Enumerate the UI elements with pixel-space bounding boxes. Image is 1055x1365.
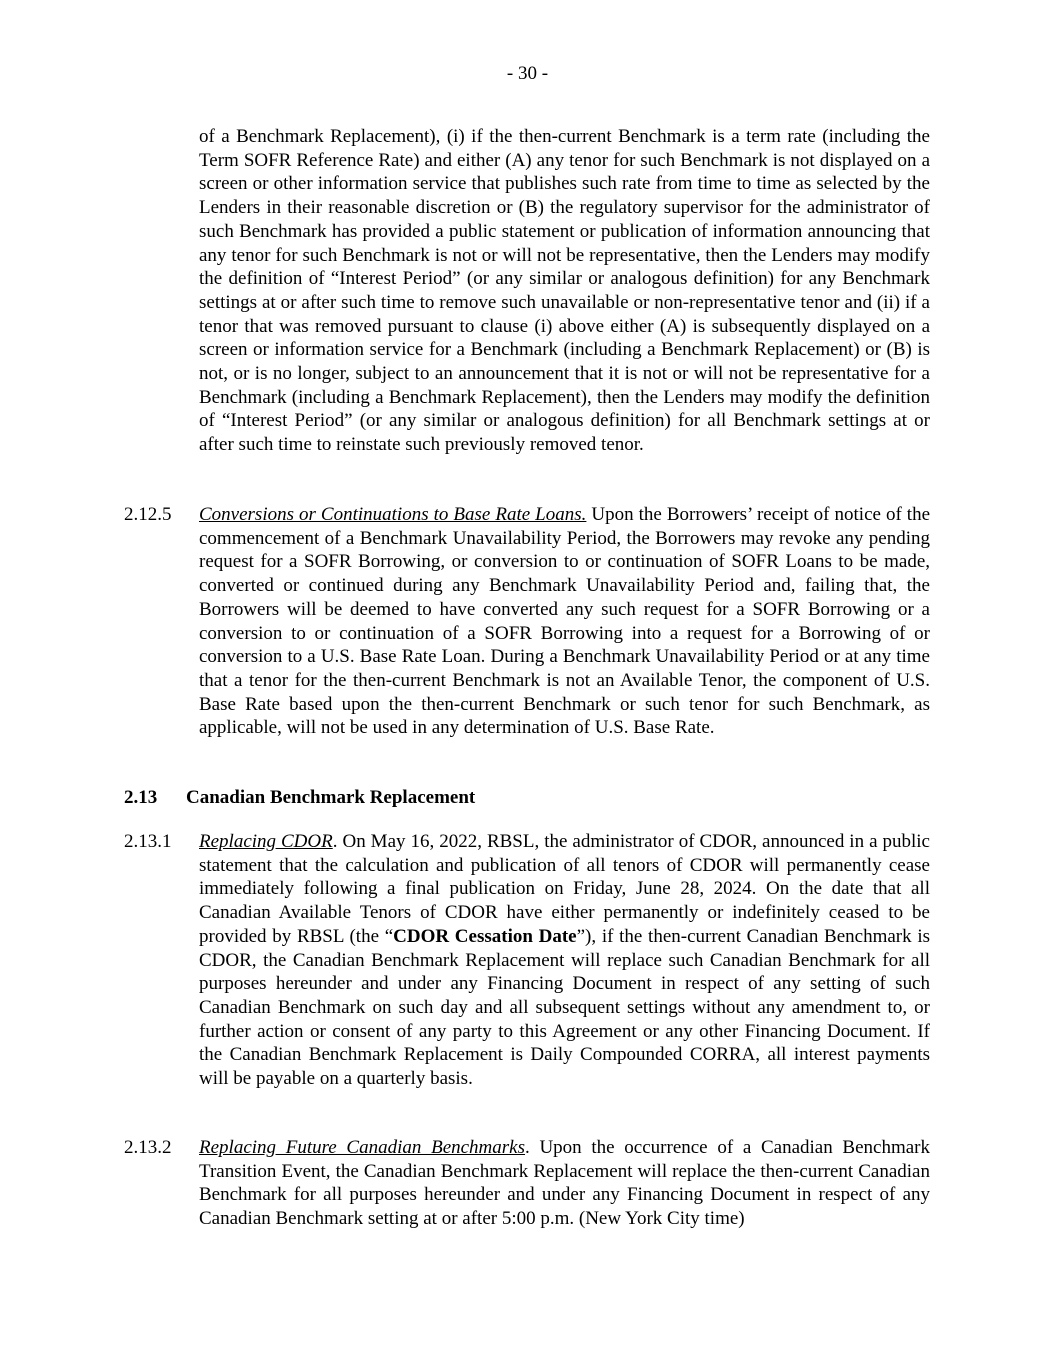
section-number-2-13-1: 2.13.1 <box>124 831 172 852</box>
section-number-2-13-2: 2.13.2 <box>124 1137 172 1158</box>
section-heading-2-13 <box>124 786 475 810</box>
section-title: Conversions or Continuations to Base Rate Loans. <box>199 504 587 525</box>
section-title: Replacing Future Canadian Benchmarks <box>199 1137 526 1158</box>
section-2-13-2 <box>199 1136 930 1231</box>
defined-term: CDOR Cessation Date <box>393 925 577 947</box>
section-text-continued: ”), if the then-current Canadian Benchmark is CDOR, the Canadian Benchmark Replacement will replace such Canadian Benchmark for all purposes hereunder and under any Financing Document in respect of any setting of such Canadian Benchmark on such day and all subsequent settings without any amendment to, or further action or consent of any party to this Agreement or any other Financing Document. If the Canadian Benchmark Replacement is Daily Compounded CORRA, all interest payments will be payable on a quarterly basis. <box>199 925 931 1090</box>
paragraph-text: of a Benchmark Replacement), (i) if the then-current Benchmark is a term rate (including the Term SOFR Reference Rate) and either (A) any tenor for such Benchmark is not displayed on a screen or other information service that publishes such rate from time to time as selected by the Lenders in their reasonable discretion or (B) the regulatory supervisor for the administrator of such Benchmark has provided a public statement or publication of information announcing that any tenor for such Benchmark is not or will not be representative, then the Lenders may modify the definition of “Interest Period” (or any similar or analogous definition) for any Benchmark settings at or after such time to remove such unavailable or non-representative tenor and (ii) if a tenor that was removed pursuant to clause (i) above either (A) is subsequently displayed on a screen or information service for a Benchmark (including a Benchmark Replacement) or (B) is not, or is no longer, subject to an announcement that it is not or will not be representative for a Benchmark (including a Benchmark Replacement), then the Lenders may modify the definition of “Interest Period” (or any similar or analogous definition) for all Benchmark settings at or after such time to reinstate such previously removed tenor. <box>199 126 930 456</box>
section-2-13-1 <box>199 830 930 1091</box>
section-text: . On May 16, 2022, RBSL, the administrator of CDOR, announced in a public statement that the calculation and publication of all tenors of CDOR will permanently cease immediately following a final publication on Friday, June 28, 2024. On the date that all Canadian Available Tenors of CDOR have either permanently or indefinitely ceased to be provided by RBSL (the “ <box>199 831 930 947</box>
section-text: Upon the Borrowers’ receipt of notice of the commencement of a Benchmark Unavailability Period, the Borrowers may revoke any pending request for a SOFR Borrowing, or conversion to or continuation of SOFR Loans to be made, converted or continued during any Benchmark Unavailability Period and, failing that, the Borrowers will be deemed to have converted any such request for a SOFR Borrowing or a conversion to or continuation of a SOFR Borrowing into a request for a Borrowing of or conversion to a U.S. Base Rate Loan. During a Benchmark Unavailability Period or at any time that a tenor for the then-current Benchmark is not an Available Tenor, the component of U.S. Base Rate based upon the then-current Benchmark or such tenor for such Benchmark, as applicable, will not be used in any determination of U.S. Base Rate. <box>199 504 930 739</box>
heading-number: 2.13 <box>124 787 158 808</box>
section-number-2-12-5: 2.12.5 <box>124 504 172 525</box>
page-number: - 30 - <box>506 63 549 84</box>
section-title: Replacing CDOR <box>199 831 333 852</box>
continuation-paragraph <box>199 125 930 457</box>
heading-title: Canadian Benchmark Replacement <box>186 787 476 808</box>
section-text: . Upon the occurrence of a Canadian Benchmark Transition Event, the Canadian Benchmark Replacement will replace the then-current Canadian Benchmark for all purposes hereunder and under any Financing Document in respect of any Canadian Benchmark setting at or after 5:00 p.m. (New York City time) <box>199 1137 931 1230</box>
section-2-12-5 <box>199 503 930 740</box>
